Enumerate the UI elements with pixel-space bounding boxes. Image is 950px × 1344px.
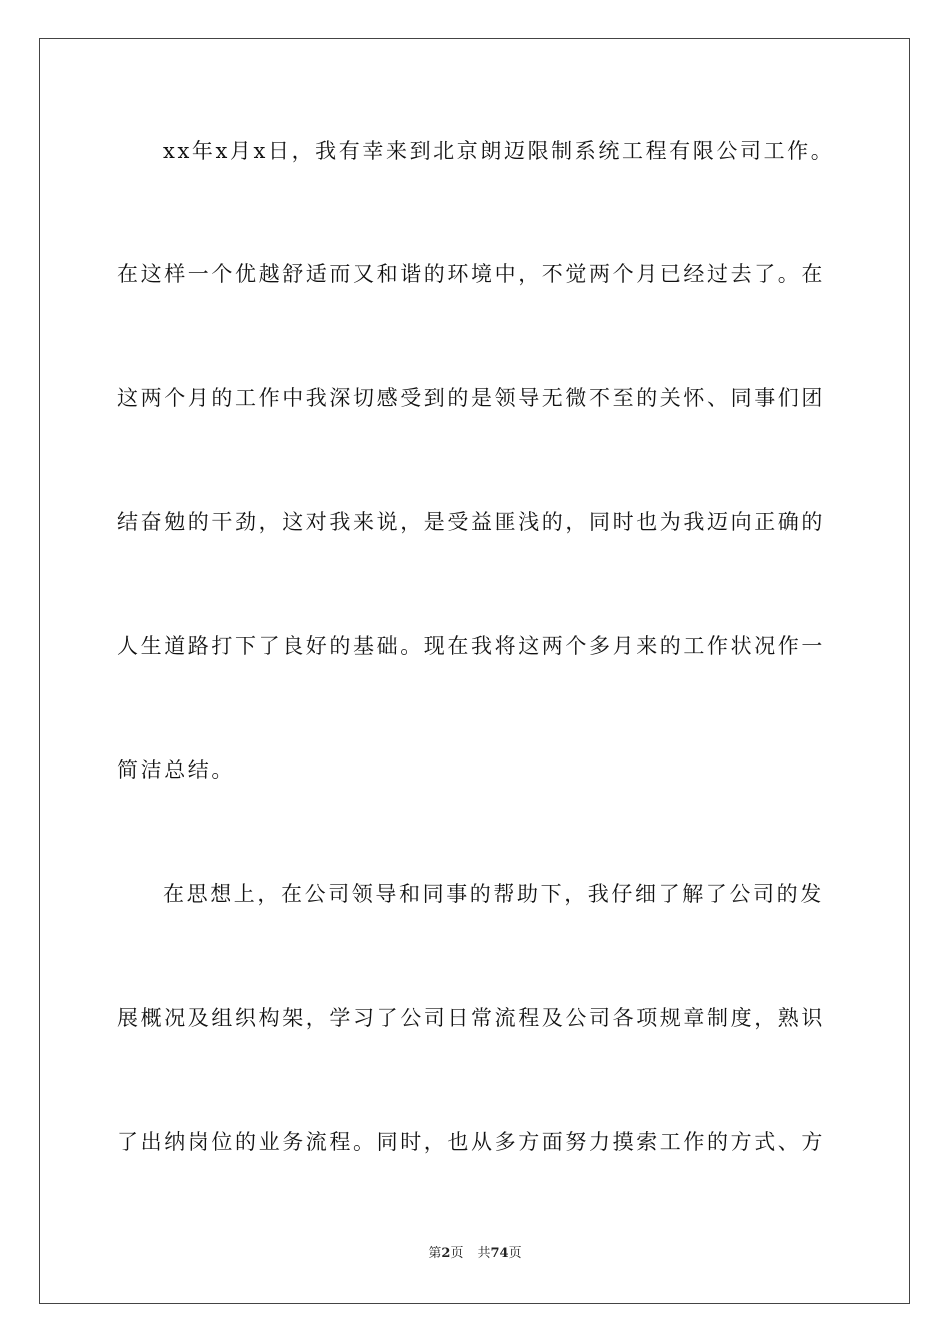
page-border (39, 38, 910, 1304)
body-line-5: 人生道路打下了良好的基础。现在我将这两个多月来的工作状况作一 (117, 634, 825, 658)
footer-total-pages: 74 (490, 1246, 509, 1261)
body-line-3: 这两个月的工作中我深切感受到的是领导无微不至的关怀、同事们团 (117, 386, 825, 410)
body-line-6: 简洁总结。 (117, 758, 235, 782)
footer-page-number: 2 (441, 1246, 451, 1261)
body-line-8: 展概况及组织构架，学习了公司日常流程及公司各项规章制度，熟识 (117, 1006, 825, 1030)
body-line-9: 了出纳岗位的业务流程。同时，也从多方面努力摸索工作的方式、方 (117, 1130, 825, 1154)
body-line-2: 在这样一个优越舒适而又和谐的环境中，不觉两个月已经过去了。在 (117, 262, 825, 286)
footer-page-prefix: 第 (428, 1246, 442, 1261)
footer-total-prefix: 共 (477, 1246, 491, 1261)
footer-page-suffix: 页 (450, 1246, 464, 1261)
footer-total-suffix: 页 (508, 1246, 522, 1261)
body-line-1: xx年x月x日，我有幸来到北京朗迈限制系统工程有限公司工作。 (163, 139, 835, 163)
body-line-4: 结奋勉的干劲，这对我来说，是受益匪浅的，同时也为我迈向正确的 (117, 510, 825, 534)
page-footer (0, 1245, 950, 1263)
body-line-7: 在思想上，在公司领导和同事的帮助下，我仔细了解了公司的发 (163, 882, 824, 906)
